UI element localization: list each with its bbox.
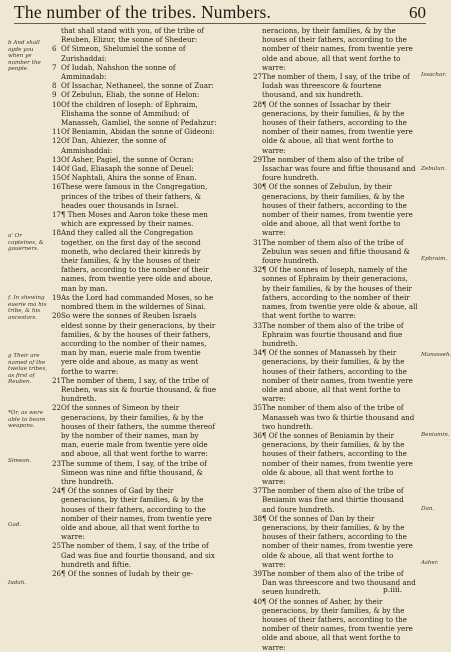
verse-number: 17	[52, 210, 62, 220]
verse-number: 39	[253, 568, 263, 578]
verse	[52, 459, 217, 487]
verse	[253, 486, 418, 514]
margin-note: Simeon.	[8, 458, 31, 464]
verse-text: And they called all the Congregation together, on the first day of the second moneth, who declared their kinreds by their families, & by the houses of their fathers, according to the nomber of their names, from twentie yere olde and aboue, man by man.	[61, 228, 213, 293]
verse-number: 30	[253, 182, 263, 192]
verse	[253, 403, 418, 431]
verse-number: 19	[52, 292, 62, 302]
verse	[52, 155, 217, 164]
margin-note: Beniamin.	[421, 432, 450, 438]
verse	[52, 541, 217, 569]
verse-number: 25	[52, 541, 62, 551]
verse-text: ¶ Of the sonnes of Issachar by their generacions, by their families, & by the houses of their fathers, according to the nomber of their names, from twentie yere olde & aboue, all that went forthe to warre:	[262, 99, 413, 155]
verse-number: 31	[253, 237, 263, 247]
verse-text: ¶ Of the sonnes of Zebulun, by their generacions, by their families, & by the houses of their fathers, according to the nomber of their names, from twentie yere olde and aboue, all that went forthe to warre:	[262, 182, 413, 238]
verse-number: 21	[52, 375, 62, 385]
verse	[52, 311, 217, 375]
verse-text: ¶ Of the sonnes of Dan by their generacions, by their families, & by the houses of their fathers, according to the nomber of their names, from twentie yere olde & aboue, all that went forthe to warre:	[262, 513, 413, 569]
verse-text: ¶ Of the sonnes of Asher, by their generacions, by their families, & by the houses of their fathers, according to the nomber of their names, from twentie yere olde and aboue, all that went forthe to warre:	[262, 596, 413, 652]
verse-number: 15	[52, 173, 62, 183]
header-rule	[14, 23, 426, 24]
verse-text: Of Beniamin, Abidan the sonne of Gideoni:	[61, 127, 215, 137]
verse-text: Of Issachar, Nethaneel, the sonne of Zuar:	[61, 81, 214, 91]
verse-number: 23	[52, 458, 62, 468]
verse-text: Of Dan, Ahiezer, the sonne of Ammishaddai:	[61, 136, 167, 155]
verse	[52, 100, 217, 128]
page-number: 60	[409, 3, 426, 22]
verse-text: The nomber of them, I say, of the tribe of Iudah was threescore & fourtene thousand, and six hundreth.	[262, 72, 410, 100]
verse-number: 32	[253, 265, 263, 275]
verse-text: ¶ Then Moses and Aaron toke these men which are expressed by their names.	[61, 210, 208, 229]
verse	[52, 81, 217, 90]
verse-number: 38	[253, 513, 263, 523]
verse	[52, 403, 217, 458]
verse-text: ¶ Of the sonnes of Manasseh by their generacions, by their families, & by the houses of their fathers, according to the nomber of their names, from twentie yere olde and aboue, all that went forthe to warre:	[262, 348, 413, 404]
verse-text: Of Gad, Eliasaph the sonne of Deuel:	[61, 164, 194, 174]
verse	[52, 26, 217, 44]
verse-number: 10	[52, 99, 62, 109]
verse-text: So were the sonnes of Reuben Israels eldest sonne by their generacions, by their families, & by the houses of their fathers, according to the nomber of their names, man by man, euerie male from twentie yere olde and aboue, as many as went forthe to warre:	[61, 311, 216, 376]
verse	[52, 293, 217, 311]
verse	[52, 376, 217, 404]
margin-note: Dan.	[421, 506, 435, 512]
verse-number: 27	[253, 72, 263, 82]
verse	[52, 63, 217, 81]
verse-text: neracions, by their families, & by the houses of their fathers, according to the nomber of their names, from twentie yere olde and aboue, all that went forthe to warre:	[262, 26, 413, 72]
verse	[52, 228, 217, 292]
right-text-column	[253, 26, 418, 652]
verse-text: Of Zebulun, Eliab, the sonne of Helon:	[61, 90, 200, 100]
margin-note: Iudah.	[8, 580, 27, 586]
verse-number: 12	[52, 136, 62, 146]
verse-number: 13	[52, 154, 62, 164]
verse-number: 34	[253, 348, 263, 358]
verse	[52, 44, 217, 62]
margin-note: Gad.	[8, 522, 22, 528]
verse	[52, 164, 217, 173]
verse-number: 22	[52, 403, 62, 413]
margin-note: *Or, as were able to beare weapons.	[8, 410, 46, 430]
margin-note: Zebulun.	[421, 166, 447, 172]
verse-text: The nomber of them also of the tribe of Ephraim was fourtie thousand and fiue hundreth.	[262, 320, 404, 348]
verse-text: Of Asher, Pagiel, the sonne of Ocran:	[61, 154, 194, 164]
verse	[253, 155, 418, 183]
verse	[52, 182, 217, 210]
verse-number: 8	[52, 81, 57, 91]
verse	[253, 182, 418, 237]
verse-text: As the Lord had commanded Moses, so he nombred them in the wildernes of Sinai.	[61, 292, 214, 312]
verse-number: 35	[253, 403, 263, 413]
running-header	[14, 2, 426, 22]
verse-text: The nomber of them, I say, of the tribe of Reuben, was six & fourtie thousand, & fiue hundreth.	[61, 375, 217, 404]
verse-number: 36	[253, 430, 263, 440]
verse-number: 9	[52, 90, 57, 100]
verse-number: 20	[52, 311, 62, 321]
verse-text: that shall stand with you, of the tribe of Reuben, Elizur, the sonne of Shedeur:	[61, 26, 204, 45]
verse-number: 26	[52, 568, 62, 578]
verse-text: The nomber of them also of the tribe of Dan was threescore and two thousand and seuen hundreth.	[262, 568, 416, 597]
verse-number: 16	[52, 182, 62, 192]
margin-note: Manasseh.	[421, 352, 451, 358]
verse-number: 18	[52, 228, 62, 238]
verse-text: Of Naphtali, Ahira the sonne of Enan.	[61, 173, 197, 183]
margin-note: g Their are named of the twelue tribes, as first of Reuben.	[8, 353, 48, 386]
verse-text: ¶ Of the sonnes of Gad by their generacions, by their families, & by the houses of their fathers, according to the nomber of their names, from twentie yere olde and aboue, all that went forthe to warre:	[61, 486, 212, 542]
verse-number: 29	[253, 154, 263, 164]
verse	[253, 514, 418, 569]
verse-number: 28	[253, 99, 263, 109]
verse-text: The nomber of them also of the tribe of Zebulun was seuen and fiftie thousand & foure hundreth.	[262, 237, 410, 266]
verse-text: Of Iudah, Nahshon the sonne of Amminadab:	[61, 62, 176, 82]
margin-note: Asher.	[421, 560, 439, 566]
verse-number: 11	[52, 127, 62, 137]
verse-text: ¶ Of the sonnes of Iudah by their ge-	[61, 568, 194, 578]
verse	[253, 431, 418, 486]
verse	[52, 569, 217, 578]
verse-number: 7	[52, 62, 57, 72]
verse-text: The nomber of them also of the tribe of Manasseh was two & thirtie thousand and two hundreth.	[262, 403, 415, 431]
left-text-column	[52, 26, 217, 578]
verse-text: ¶ Of the sonnes of Ioseph, namely of the sonnes of Ephraim by their generacions, by their families, & by the houses of their fathers, according to the nomber of their names, from twentie yere olde & aboue, all that went forthe to warre:	[262, 265, 418, 321]
verse	[253, 26, 418, 72]
verse	[52, 210, 217, 228]
verse-text: The summe of them, I say, of the tribe of Simeon was nine and fiftie thousand, & thre hundreth.	[61, 458, 207, 486]
signature-mark: p.iiii.	[383, 585, 403, 594]
verse-text: Of the children of Ioseph: of Ephraim, Elishama the sonne of Ammihud: of Manasseh, Gamliel, the sonne of Pedahzur:	[61, 99, 217, 128]
verse-number: 6	[52, 44, 57, 54]
verse	[52, 127, 217, 136]
verse	[52, 173, 217, 182]
verse	[52, 136, 217, 154]
verse-number: 37	[253, 486, 263, 496]
verse-text: ¶ Of the sonnes of Beniamin by their generacions, by their families, & by the houses of their fathers, according to the nomber of their names, from twentie yere olde & aboue, all that went forthe to warre:	[262, 430, 413, 486]
verse-text: The nomber of them also of the tribe of Issachar was foure and fiftie thousand and foure hundreth.	[262, 154, 416, 183]
margin-note: b And shall ayde you when ye nomber the people.	[8, 40, 41, 73]
verse-number: 24	[52, 486, 62, 496]
margin-note: a' Or capteines, & gouerners.	[8, 233, 44, 253]
verse-text: Of Simeon, Shelumiel the sonne of Zurishaddai:	[61, 44, 186, 63]
verse	[253, 100, 418, 155]
margin-note: f. In shewing euerie ma his tribe, & his ancestors.	[8, 295, 47, 321]
verse	[253, 265, 418, 320]
verse	[253, 348, 418, 403]
verse	[52, 486, 217, 541]
verse-text: The nomber of them also of the tribe of Beniamin was fiue and thirtie thousand and foure hundreth.	[262, 486, 404, 514]
verse-number: 33	[253, 320, 263, 330]
verse-text: These were famous in the Congregation, princes of the tribes of their fathers, & heades ouer thousands in Israel.	[61, 182, 208, 210]
verse-number: 14	[52, 164, 62, 174]
verse-text: The nomber of them, I say, of the tribe of Gad was fiue and fourtie thousand, and six hundreth and fiftie.	[61, 541, 215, 569]
verse-text: Of the sonnes of Simeon by their generacions, by their families, & by the houses of their fathers, the summe thereof by the nomber of their names, man by man, euerie male from twentie yere olde and aboue, all that went forthe to warre:	[61, 403, 215, 459]
verse	[253, 321, 418, 349]
margin-note: Ephraim.	[421, 256, 448, 262]
margin-note: Issachar.	[421, 72, 447, 78]
running-title: The number of the tribes. Numbers.	[14, 2, 272, 22]
verse	[253, 238, 418, 266]
verse	[52, 90, 217, 99]
verse-number: 40	[253, 596, 263, 606]
verse	[253, 597, 418, 652]
verse	[253, 72, 418, 100]
